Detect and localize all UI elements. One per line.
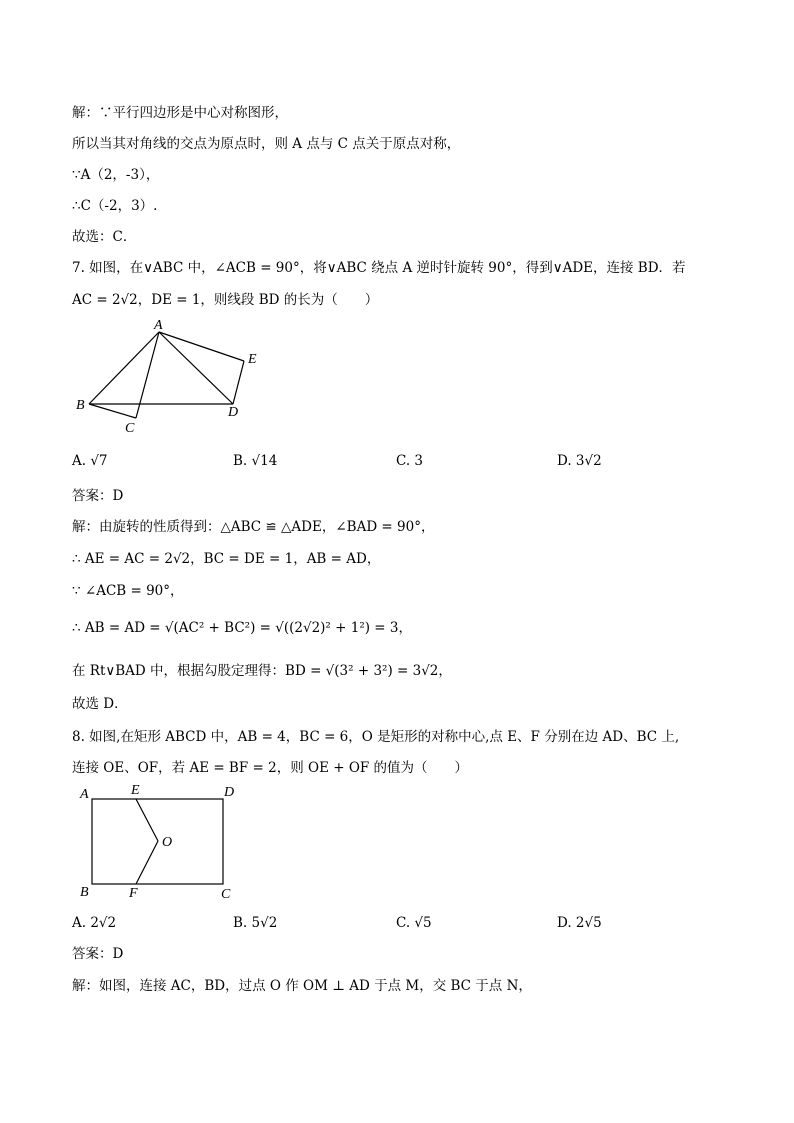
vertex-label-d: D — [224, 785, 235, 800]
vertex-label-b: B — [80, 885, 89, 900]
option-b[interactable]: B. 5√2 — [233, 915, 278, 931]
option-d[interactable]: D. 3√2 — [557, 453, 602, 469]
segment-ed — [233, 361, 244, 404]
explanation-line: ∴ AB = AD = √(AC² + BC²) = √((2√2)² + 1²) = 3， — [72, 620, 412, 636]
vertex-label-a: A — [80, 787, 89, 802]
option-c[interactable]: C. √5 — [396, 915, 432, 931]
segment-ca — [136, 332, 159, 418]
question-7-text: 7. 如图，在∨ABC 中，∠ACB = 90°，将∨ABC 绕点 A 逆时针旋转 90°，得到∨ADE，连接 BD．若 — [72, 260, 686, 276]
figure-7-triangles — [70, 318, 270, 438]
answer-choice-line: 故选 D． — [72, 696, 128, 712]
answer-8: 答案：D — [72, 946, 124, 962]
vertex-label-d: D — [228, 405, 239, 420]
segment-ad — [159, 332, 233, 404]
solution-line: ∵A（2，-3）， — [72, 167, 160, 183]
vertex-label-c: C — [125, 421, 135, 436]
option-c[interactable]: C. 3 — [396, 453, 424, 469]
segment-eo — [136, 799, 158, 841]
figure-8-rectangle — [76, 784, 246, 904]
question-8-text-cont: 连接 OE、OF，若 AE = BF = 2，则 OE + OF 的值为（ ） — [72, 760, 469, 776]
segment-bc — [89, 404, 136, 418]
question-8-text: 8. 如图,在矩形 ABCD 中，AB = 4，BC = 6，O 是矩形的对称中心,点 E、F 分别在边 AD、BC 上, — [72, 729, 680, 745]
center-label-o: O — [162, 835, 173, 850]
vertex-label-e: E — [248, 352, 257, 367]
option-a[interactable]: A. √7 — [72, 453, 108, 469]
answer-choice-line: 故选：C． — [72, 229, 137, 245]
vertex-label-b: B — [76, 398, 85, 413]
segment-of — [136, 841, 158, 884]
point-label-e: E — [131, 783, 140, 798]
explanation-line: ∴ AE = AC = 2√2，BC = DE = 1，AB = AD， — [72, 551, 381, 567]
solution-line: 解：∵平行四边形是中心对称图形， — [72, 105, 288, 121]
question-7-text-cont: AC = 2√2，DE = 1，则线段 BD 的长为（ ） — [72, 292, 379, 308]
explanation-line: ∵ ∠ACB = 90°， — [72, 583, 184, 599]
explanation-line: 在 Rt∨BAD 中，根据勾股定理得：BD = √(3² + 3²) = 3√2， — [72, 663, 452, 679]
option-d[interactable]: D. 2√5 — [557, 915, 602, 931]
option-a[interactable]: A. 2√2 — [72, 915, 117, 931]
vertex-label-c: C — [221, 887, 231, 902]
point-label-f: F — [129, 886, 138, 901]
solution-line: ∴C（-2，3）. — [72, 198, 158, 214]
explanation-line: 解：如图，连接 AC，BD，过点 O 作 OM ⊥ AD 于点 M，交 BC 于点 N， — [72, 978, 532, 994]
vertex-label-a: A — [154, 318, 163, 333]
answer-7: 答案：D — [72, 488, 124, 504]
option-b[interactable]: B. √14 — [233, 453, 278, 469]
explanation-line: 解：由旋转的性质得到：△ABC ≌ △ADE，∠BAD = 90°， — [72, 519, 435, 535]
solution-line: 所以当其对角线的交点为原点时，则 A 点与 C 点关于原点对称， — [72, 136, 461, 152]
segment-ae — [159, 332, 244, 361]
segment-ab — [89, 332, 159, 404]
